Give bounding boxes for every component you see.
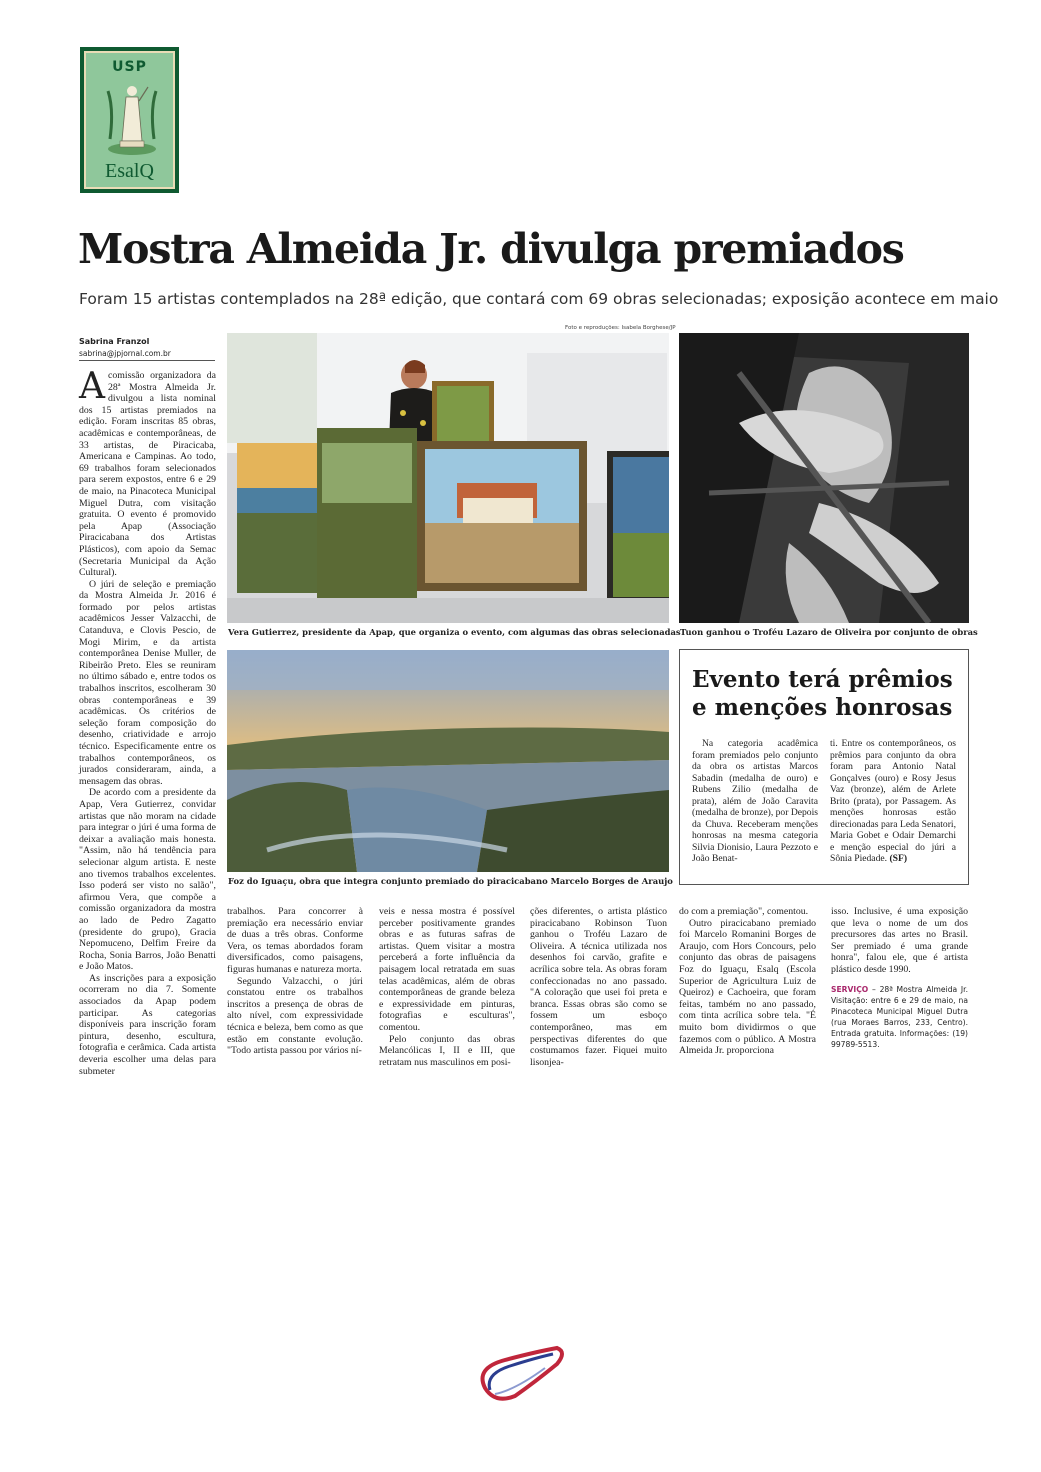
photo-foz-do-iguacu xyxy=(227,650,669,872)
sidebar-column-right xyxy=(830,738,956,865)
col5-paragraph-1: do com a premiação", comentou. xyxy=(679,906,809,917)
caption-photo1: Vera Gutierrez, presidente da Apap, que organiza o evento, com algumas das obras selecionadas xyxy=(228,627,681,637)
col1-paragraph-4: As inscrições para a exposição ocorreram no dia 7. Somente associados da Apap podem participar. As categorias disponíveis para inscrição foram pintura, desenho, escultura, fotografia e cerâmica. Cada artista deveria escolher uma delas para submeter xyxy=(79,972,216,1077)
article-column-4 xyxy=(530,906,667,1068)
photo-vera-gutierrez xyxy=(227,333,669,623)
byline-divider xyxy=(79,360,215,361)
caption-photo3: Foz do Iguaçu, obra que integra conjunto premiado do piracicabano Marcelo Borges de Araujo xyxy=(228,876,673,886)
esalq-logo xyxy=(80,47,179,193)
col4-paragraph-1: ções diferentes, o artista plástico piracicabano Robinson Tuon ganhou o Troféu Lazaro de Oliveira. A técnica utilizada nos desenhos foi carvão, grafite e acrílica sobre tela. As obras foram confeccionadas no ano passado. "A coloração que usei foi preta e branca. Essas obras são como se fossem um esboço contemporâneo, mas em perspectivas diferentes do que costumamos fazer. Fiquei muito lisonjea- xyxy=(530,906,667,1068)
col5-paragraph-2: Outro piracicabano premiado foi Marcelo Romanini Borges de Araujo, com Hors Concours, pelo conjunto das obras de paisagens Foz do Iguaçu, Esalq (Escola Superior de Agricultura Luiz de Queiroz) e Cachoeira, que foram feitas, também no ano passado, com tinta acrílica sobre tela. "É muito bom dividirmos o que fazemos com o público. A Mostra Almeida Jr. proporciona xyxy=(679,917,816,1057)
col6-paragraph-1: isso. Inclusive, é uma exposição que leva o nome de um dos precursores das artes no Brasil. Ser premiado é uma grande honra", falou ele, que é artista plástico desde 1990. xyxy=(831,906,968,975)
col2-paragraph-1: trabalhos. Para concorrer à premiação era necessário enviar de duas a três obras. Conforme Vera, os temas abordados foram diversificados, como paisagens, figuras humanas e natureza morta. xyxy=(227,906,363,975)
col1-paragraph-2: O júri de seleção e premiação da Mostra Almeida Jr. 2016 é formado por pelos artistas acadêmicos Jesser Valzacchi, de Catanduva, e Clovis Pescio, de Mogi Mirim, e da artista contemporânea Denise Muller, de Ribeirão Preto. Eles se reuniram no último sábado e, entre todos os trabalhos inscritos, escolheram 30 obras contemporâneas e 39 acadêmicas. Os critérios de seleção foram composição do desenho, criatividade e arrojo técnico. Especificamente entre os trabalhos contemporâneos, os jurados consideraram, ainda, a mensagem das obras. xyxy=(79,578,216,787)
headline: Mostra Almeida Jr. divulga premiados xyxy=(78,225,904,273)
logo-esalq-text: EsalQ xyxy=(105,160,154,182)
statue-figure-icon xyxy=(106,79,158,157)
service-text: – 28ª Mostra Almeida Jr. Visitação: entre 6 e 29 de maio, na Pinacoteca Municipal Miguel Dutra (rua Moraes Barros, 233, Centro). Entrada gratuita. Informações: (19) 99789-5513. xyxy=(831,984,969,1049)
sidebar-text-left: Na categoria acadêmica foram premiados pelo conjunto da obra os artistas Marcos Sabadin (medalha de ouro) e Rubens Zilio (medalha de prata), além de João Caravita (medalha de bronze), por Depois da Chuva. Receberam menções honrosas na mesma categoria Silvia Dionisio, Laura Pezzoto e João Benat- xyxy=(692,738,819,864)
sidebar-text-right: ti. Entre os contemporâneos, os prêmios para conjunto da obra foram para Antonio Natal Gonçalves (ouro) e Rosy Jesus Vaz (bronze), além de Arlete Brito (prata), por Passagem. As menções honrosas estão direcionadas para Leda Senatori, Maria Gobet e Odair Demarchi e menção especial do júri a Sônia Piedade. xyxy=(830,738,956,864)
col2-paragraph-2: Segundo Valzacchi, o júri constatou entre os trabalhos inscritos a presença de obras de alto nível, com expressividade técnica e beleza, bem como as que estão em constante evolução. "Todo artista passou por vários ní- xyxy=(227,975,363,1057)
photo-credit: Foto e reproduções: Isabela Borghese/JP xyxy=(565,325,676,331)
byline-author: Sabrina Franzol xyxy=(79,337,150,346)
sidebar-box xyxy=(679,649,969,885)
photo-tuon-drawing xyxy=(679,333,969,623)
col3-paragraph-1: veis e nessa mostra é possível perceber positivamente grandes obras e as futuras safras de artistas. Quem visitar a mostra perceberá a forte influência da paisagem local retratada em suas telas acadêmicas, além de obras contemporâneas de grande beleza e expressividade em pinturas, fotografias e esculturas", comentou. xyxy=(379,906,515,1033)
article-column-3 xyxy=(379,906,515,1068)
publisher-swirl-logo xyxy=(465,1338,575,1408)
sidebar-signature: (SF) xyxy=(889,853,908,864)
service-label: SERVIÇO xyxy=(831,984,869,994)
subheadline: Foram 15 artistas contemplados na 28ª edição, que contará com 69 obras selecionadas; exposição acontece em maio xyxy=(79,290,999,308)
article-column-5 xyxy=(679,906,816,1057)
article-column-2 xyxy=(227,906,363,1057)
article-column-1 xyxy=(79,366,216,1077)
logo-usp-text: USP xyxy=(112,59,147,75)
byline-email: sabrina@jpjornal.com.br xyxy=(79,349,171,358)
col3-paragraph-2: Pelo conjunto das obras Melancólicas I, II e III, que retratam nus masculinos em posi- xyxy=(379,1033,515,1068)
sidebar-title: Evento terá prêmios e menções honrosas xyxy=(692,666,953,721)
col1-paragraph-1: comissão organizadora da 28ª Mostra Almeida Jr. divulgou a lista nominal dos 15 artistas premiados na edição. Foram inscritas 85 obras, acadêmicas e contemporâneas, de 33 artistas, de Piracicaba, Americana e Campinas. Ao todo, 69 trabalhos foram selecionados para serem expostos, entre 6 e 29 de maio, na Pinacoteca Municipal Miguel Dutra, com visitação gratuita. O evento é promovido pela Apap (Associação Piracicabana dos Artistas Plásticos), com apoio da Semac (Secretaria Municipal da Ação Cultural). xyxy=(79,370,216,579)
caption-photo2: Tuon ganhou o Troféu Lazaro de Oliveira por conjunto de obras xyxy=(680,627,978,637)
dropcap: A xyxy=(79,366,105,407)
sidebar-column-left xyxy=(692,738,818,865)
service-box xyxy=(831,984,968,1050)
col1-paragraph-3: De acordo com a presidente da Apap, Vera Gutierrez, convidar artistas que não moram na cidade para integrar o júri é uma forma de deixar a avaliação mais honesta. "Assim, não há tendência para selecionar algum artista. E neste ano tivemos trabalhos excelentes. Isso poderá ser visto no salão", afirmou Vera, que compõe a comissão organizadora da mostra ao lado de Pedro Zagatto (presidente do grupo), Gracia Nepomuceno, Delfim Freire da Rocha, Sonia Barros, João Benatti e João Matos. xyxy=(79,787,216,973)
article-column-6 xyxy=(831,906,968,1050)
